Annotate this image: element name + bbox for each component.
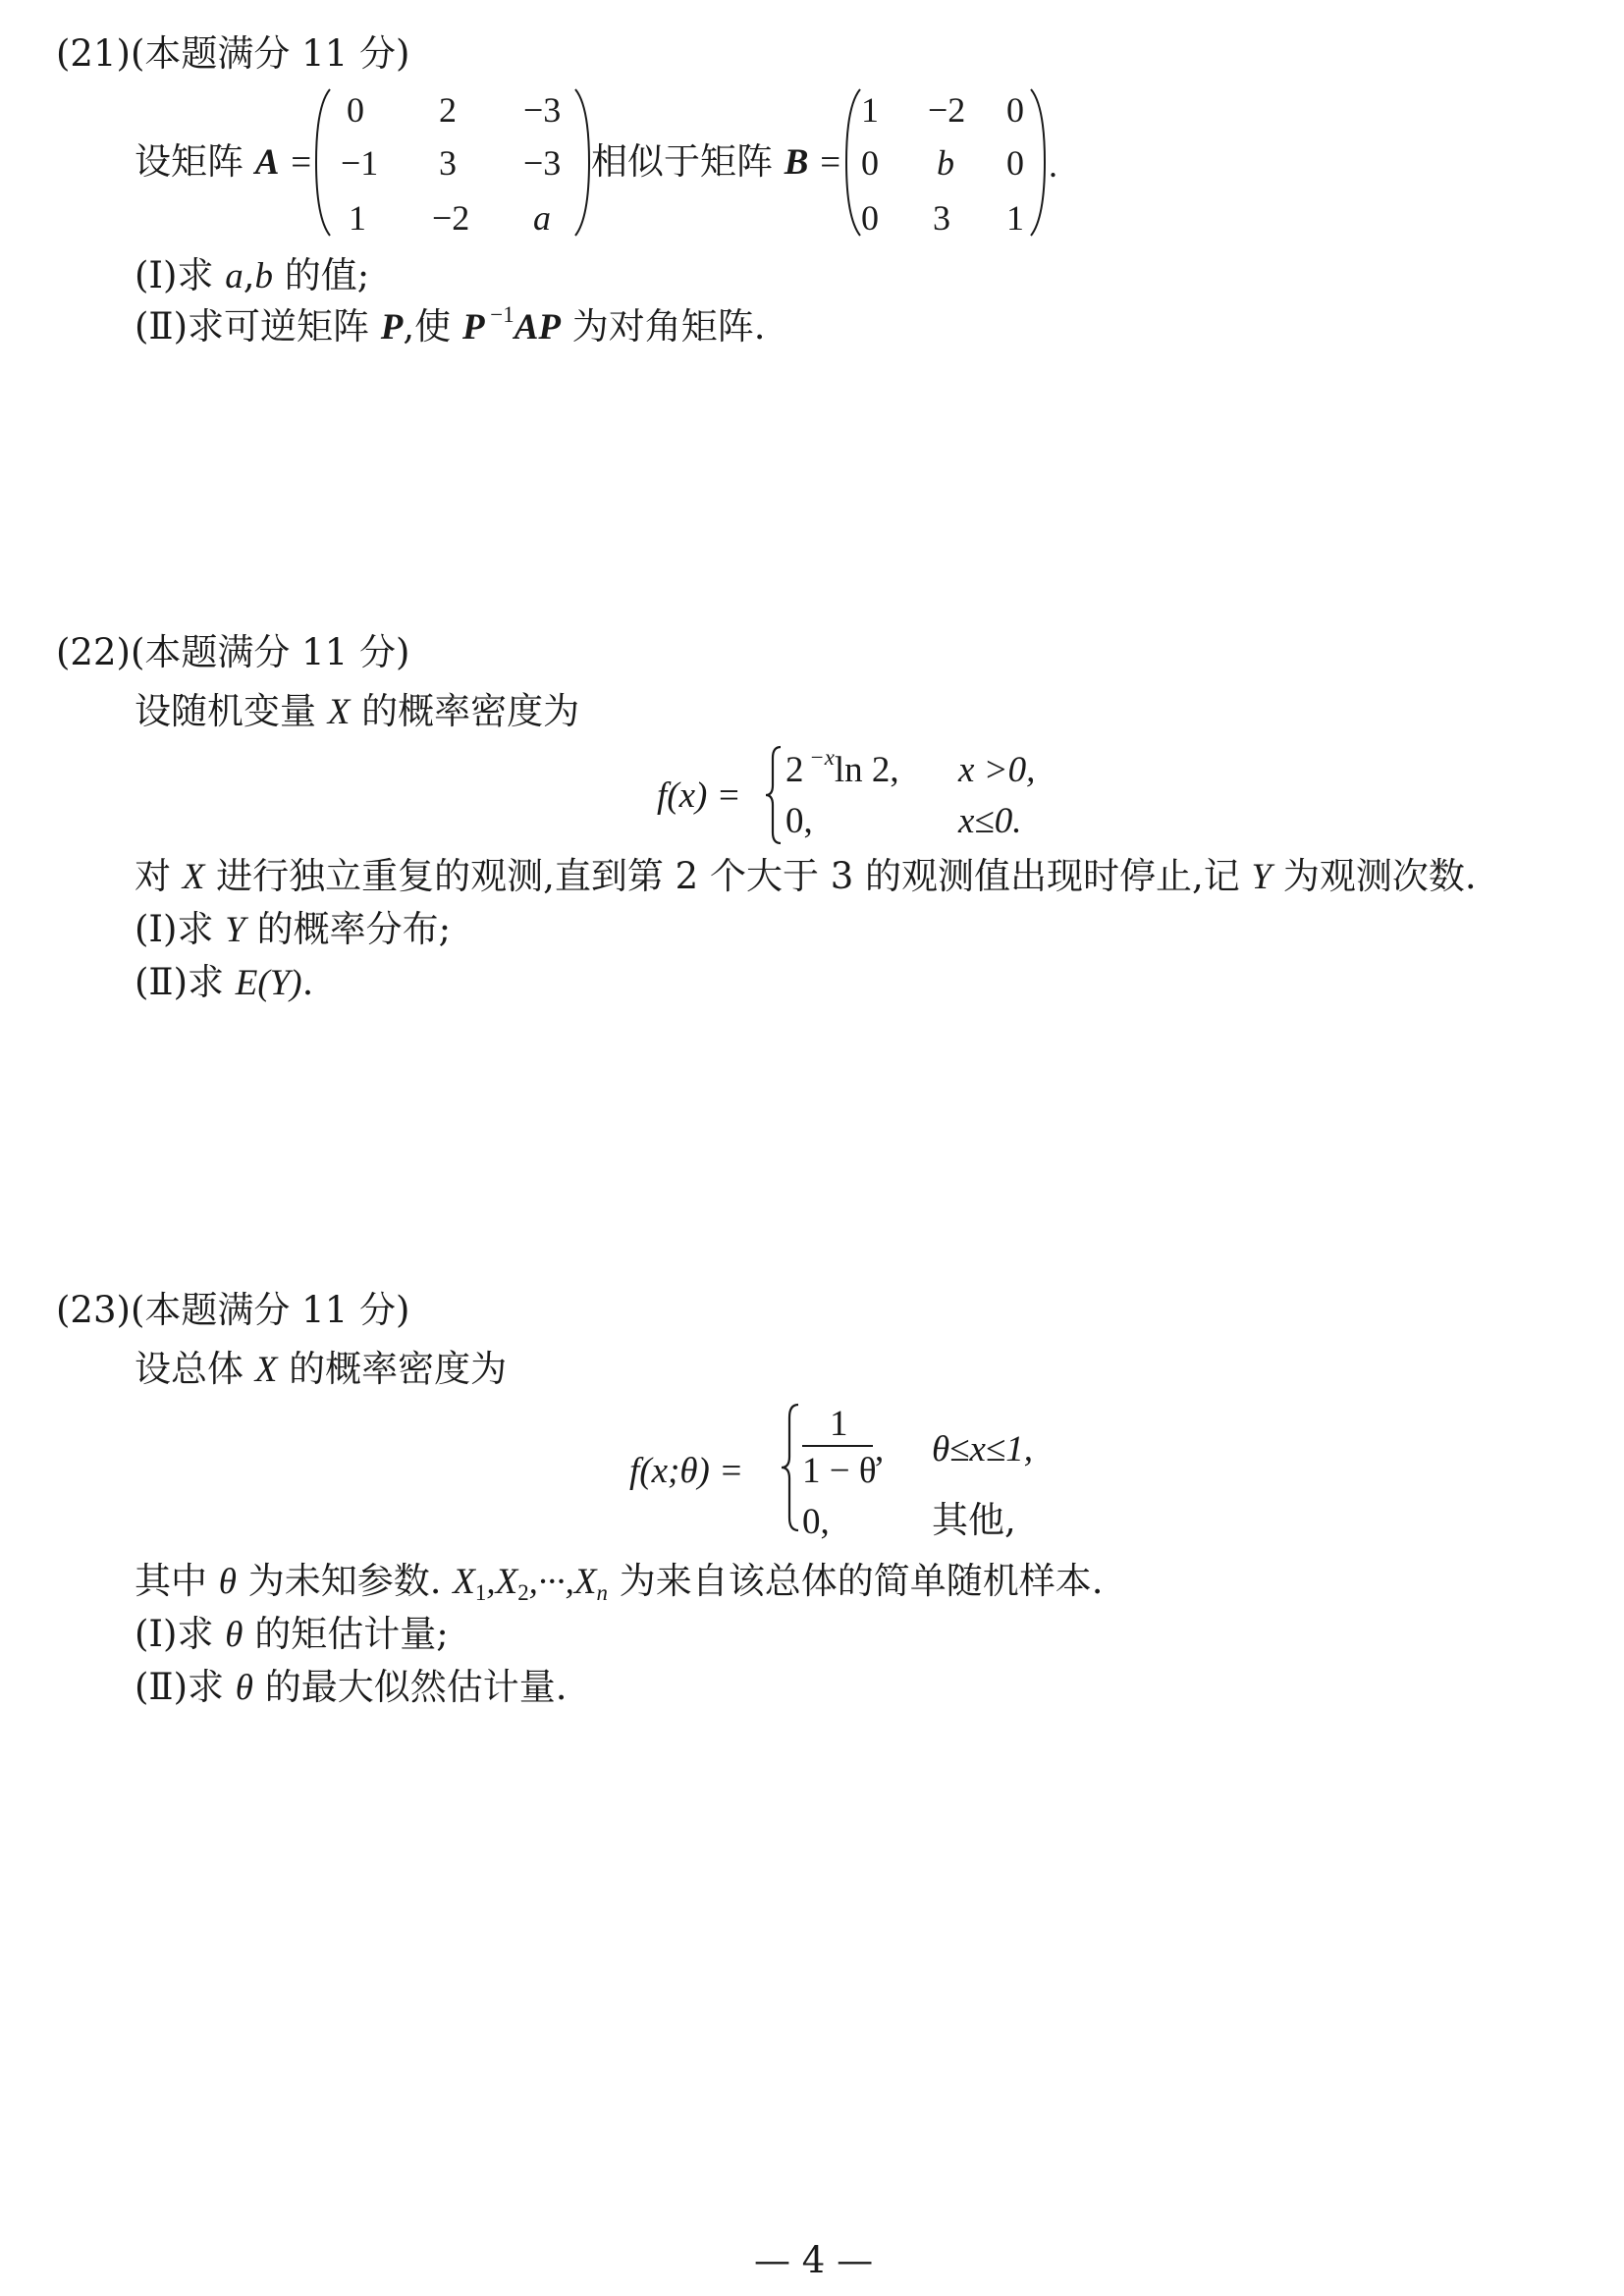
matrix-A-label: A	[254, 142, 280, 183]
problem-21-statement	[135, 140, 312, 183]
fraction-bar	[802, 1445, 873, 1447]
case-1-expression: 2 $^{-x}$ln 2,	[785, 744, 899, 790]
part-number: (Ⅰ)	[135, 908, 178, 950]
problem-22-header: (22)(本题满分 11 分)	[56, 631, 410, 673]
part-number: (Ⅱ)	[135, 305, 189, 347]
matrix-A-cell: 3	[439, 143, 457, 183]
problem-23-part-1: (Ⅰ)求 θ 的矩估计量;	[135, 1613, 449, 1655]
problem-22-statement: 对 X 进行独立重复的观测,直到第 2 个大于 3 的观测值出现时停止,记 Y 为观测次数.	[135, 855, 1477, 897]
matrix-A-cell: a	[533, 198, 551, 238]
matrix-B-label: B	[784, 142, 809, 183]
matrix-A-cell: 0	[347, 90, 364, 130]
equals-sign: =	[820, 142, 841, 183]
case-2-condition: 其他,	[932, 1499, 1016, 1541]
part-number: (Ⅱ)	[135, 961, 189, 1003]
matrix-A-cell: −1	[341, 143, 379, 183]
matrix-B-cell: 0	[861, 198, 879, 238]
matrix-B-cell: b	[937, 143, 954, 183]
matrix-B-cell: 1	[1006, 198, 1024, 238]
matrix-B-cell: 0	[1006, 143, 1024, 183]
matrix-B-cell: 0	[1006, 90, 1024, 130]
case-1-condition: θ≤x≤1,	[932, 1429, 1033, 1469]
part-number: (Ⅰ)	[135, 254, 178, 296]
problem-23-statement: 其中 θ 为未知参数. $X_1,X_2,\cdot\cdot\cdot,X_n$ 为来自该总体的简单随机样本.	[135, 1560, 1104, 1605]
fraction-denominator: 1 − θ	[802, 1451, 877, 1491]
matrix-B-cell: −2	[928, 90, 966, 130]
part-number: (Ⅰ)	[135, 1613, 178, 1655]
left-brace	[780, 1402, 801, 1533]
problem-21-part-2: (Ⅱ)求可逆矩阵 P,使 P $^{-1}$AP 为对角矩阵.	[135, 301, 766, 347]
matrix-A-cell: −2	[432, 198, 470, 238]
matrix-B-cell: 0	[861, 143, 879, 183]
case-2-expression: 0,	[802, 1502, 830, 1542]
matrix-B-cell: 1	[861, 90, 879, 130]
problem-23-part-2: (Ⅱ)求 θ 的最大似然估计量.	[135, 1666, 568, 1708]
matrix-B-right-paren	[1027, 86, 1049, 239]
matrix-A-right-paren	[571, 86, 593, 239]
matrix-A-cell: −3	[523, 90, 562, 130]
matrix-A-cell: 2	[439, 90, 457, 130]
page-number: — 4 —	[754, 2239, 874, 2281]
matrix-A-cell: 1	[349, 198, 366, 238]
matrix-A-cell: −3	[523, 143, 562, 183]
equals-sign: =	[291, 142, 312, 183]
case-2-expression: 0,	[785, 801, 813, 841]
function-lhs: f(x;θ) =	[629, 1451, 744, 1491]
similar-to-text: 相似于矩阵 B =	[591, 140, 841, 183]
function-lhs: f(x) =	[657, 775, 741, 816]
statement-period: .	[1049, 145, 1057, 185]
problem-21-part-1: (Ⅰ)求 a,b 的值;	[135, 254, 370, 296]
fraction-comma: ,	[875, 1429, 885, 1469]
left-brace	[764, 744, 784, 846]
matrix-A-left-paren	[312, 86, 334, 239]
case-1-condition: x >0,	[958, 750, 1036, 790]
matrix-B-cell: 3	[933, 198, 950, 238]
problem-21-header: (21)(本题满分 11 分)	[56, 32, 410, 75]
problem-22-part-1: (Ⅰ)求 Y 的概率分布;	[135, 908, 452, 950]
problem-23-intro: 设总体 X 的概率密度为	[135, 1348, 508, 1390]
fraction-numerator: 1	[830, 1404, 848, 1444]
problem-22-intro: 设随机变量 X 的概率密度为	[135, 690, 580, 732]
problem-23-header: (23)(本题满分 11 分)	[56, 1289, 410, 1331]
part-number: (Ⅱ)	[135, 1666, 189, 1708]
problem-22-part-2: (Ⅱ)求 E(Y).	[135, 961, 314, 1003]
matrix-intro-text: 设矩阵	[135, 140, 244, 183]
case-2-condition: x≤0.	[958, 801, 1022, 841]
